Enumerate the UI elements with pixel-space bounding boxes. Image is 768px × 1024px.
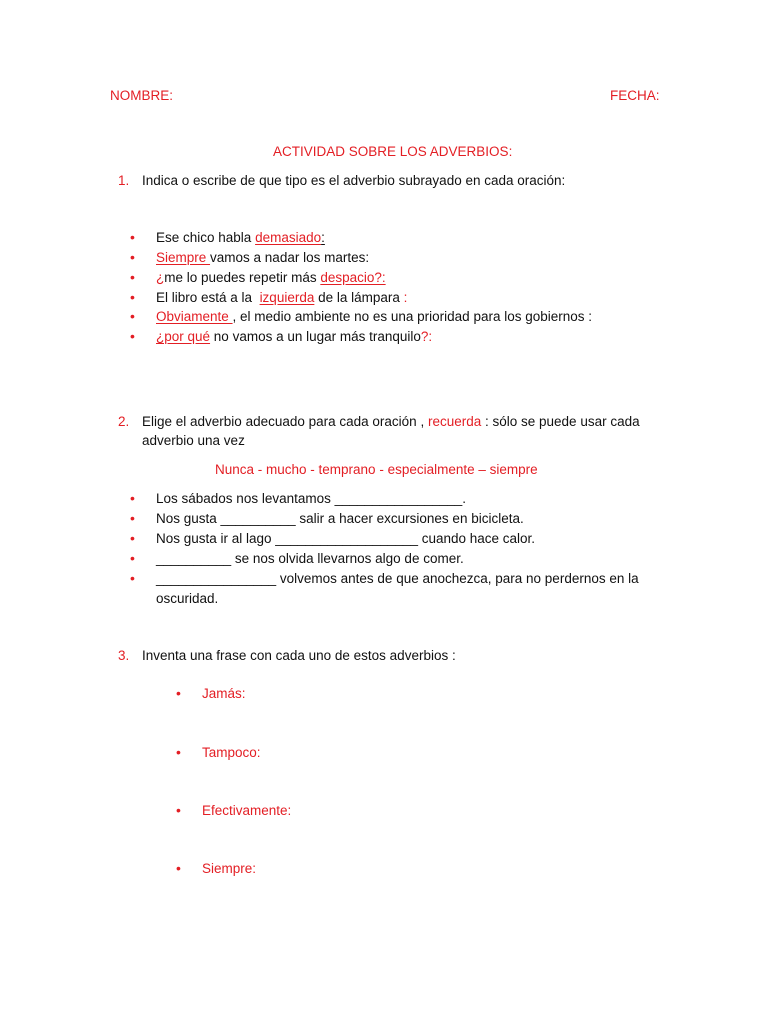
adverb-prompt: Tampoco:	[202, 745, 261, 760]
bullet-icon: •	[130, 550, 135, 566]
item-text: ________________ volvemos antes de que anochezca, para no perdernos en la	[156, 571, 639, 586]
item-text-prefix: ¿	[156, 270, 165, 285]
item-text: Nos gusta __________ salir a hacer excursiones en bicicleta.	[156, 511, 524, 526]
bullet-icon: •	[130, 490, 135, 506]
bullet-icon: •	[130, 269, 135, 285]
word-bank: Nunca - mucho - temprano - especialmente – siempre	[215, 462, 538, 477]
bullet-icon: •	[130, 289, 135, 305]
item-end: :	[321, 230, 325, 245]
section1-number: 1.	[118, 173, 130, 188]
bullet-icon: •	[130, 570, 135, 586]
section1-instruction: Indica o escribe de que tipo es el adverbio subrayado en cada oración:	[142, 173, 566, 188]
item-end: :	[403, 290, 408, 305]
item-end: ?:	[420, 329, 433, 344]
page-title: ACTIVIDAD SOBRE LOS ADVERBIOS:	[273, 144, 513, 159]
bullet-icon: •	[130, 229, 135, 245]
underlined-adverb: Siempre	[156, 250, 211, 265]
underlined-adverb: izquierda	[259, 290, 315, 305]
underlined-adverb: ¿por qué	[156, 329, 211, 344]
item-text: __________ se nos olvida llevarnos algo de comer.	[156, 551, 464, 566]
item-text: El libro está a la	[156, 290, 260, 305]
item-text: Ese chico habla	[156, 230, 256, 245]
item-text: Los sábados nos levantamos _________________.	[156, 491, 466, 506]
section2-instruction-line2: adverbio una vez	[142, 433, 245, 448]
date-label: FECHA:	[610, 88, 660, 103]
bullet-icon: •	[130, 249, 135, 265]
instruction-text: : sólo se puede usar cada	[481, 414, 640, 429]
item-text: no vamos a un lugar más tranquilo	[210, 329, 421, 344]
section2-number: 2.	[118, 414, 130, 429]
bullet-icon: •	[130, 328, 135, 344]
item-text: , el medio ambiente no es una prioridad para los gobiernos :	[232, 309, 593, 324]
adverb-prompt: Jamás:	[202, 686, 246, 701]
adverb-prompt: Efectivamente:	[202, 803, 292, 818]
item-text: de la lámpara	[314, 290, 404, 305]
bullet-icon: •	[130, 530, 135, 546]
section3-instruction: Inventa una frase con cada uno de estos adverbios :	[142, 648, 456, 663]
bullet-icon: •	[176, 744, 181, 760]
bullet-icon: •	[176, 802, 181, 818]
bullet-icon: •	[130, 510, 135, 526]
name-label: NOMBRE:	[110, 88, 174, 103]
item-text: Nos gusta ir al lago ___________________ cuando hace calor.	[156, 531, 536, 546]
bullet-icon: •	[176, 685, 181, 701]
item-text: me lo puedes repetir más	[164, 270, 321, 285]
adverb-prompt: Siempre:	[202, 861, 257, 876]
underlined-adverb: Obviamente	[156, 309, 233, 324]
section2-instruction	[142, 414, 640, 429]
item-text: vamos a nadar los martes:	[210, 250, 370, 265]
instruction-text: Elige el adverbio adecuado para cada oración ,	[142, 414, 428, 429]
bullet-icon: •	[176, 860, 181, 876]
bullet-icon: •	[130, 308, 135, 324]
section3-number: 3.	[118, 648, 130, 663]
underlined-adverb: demasiado	[255, 230, 322, 245]
item-continuation: oscuridad.	[156, 591, 219, 606]
underlined-adverb: despacio?:	[320, 270, 386, 285]
instruction-highlight: recuerda	[427, 414, 482, 429]
